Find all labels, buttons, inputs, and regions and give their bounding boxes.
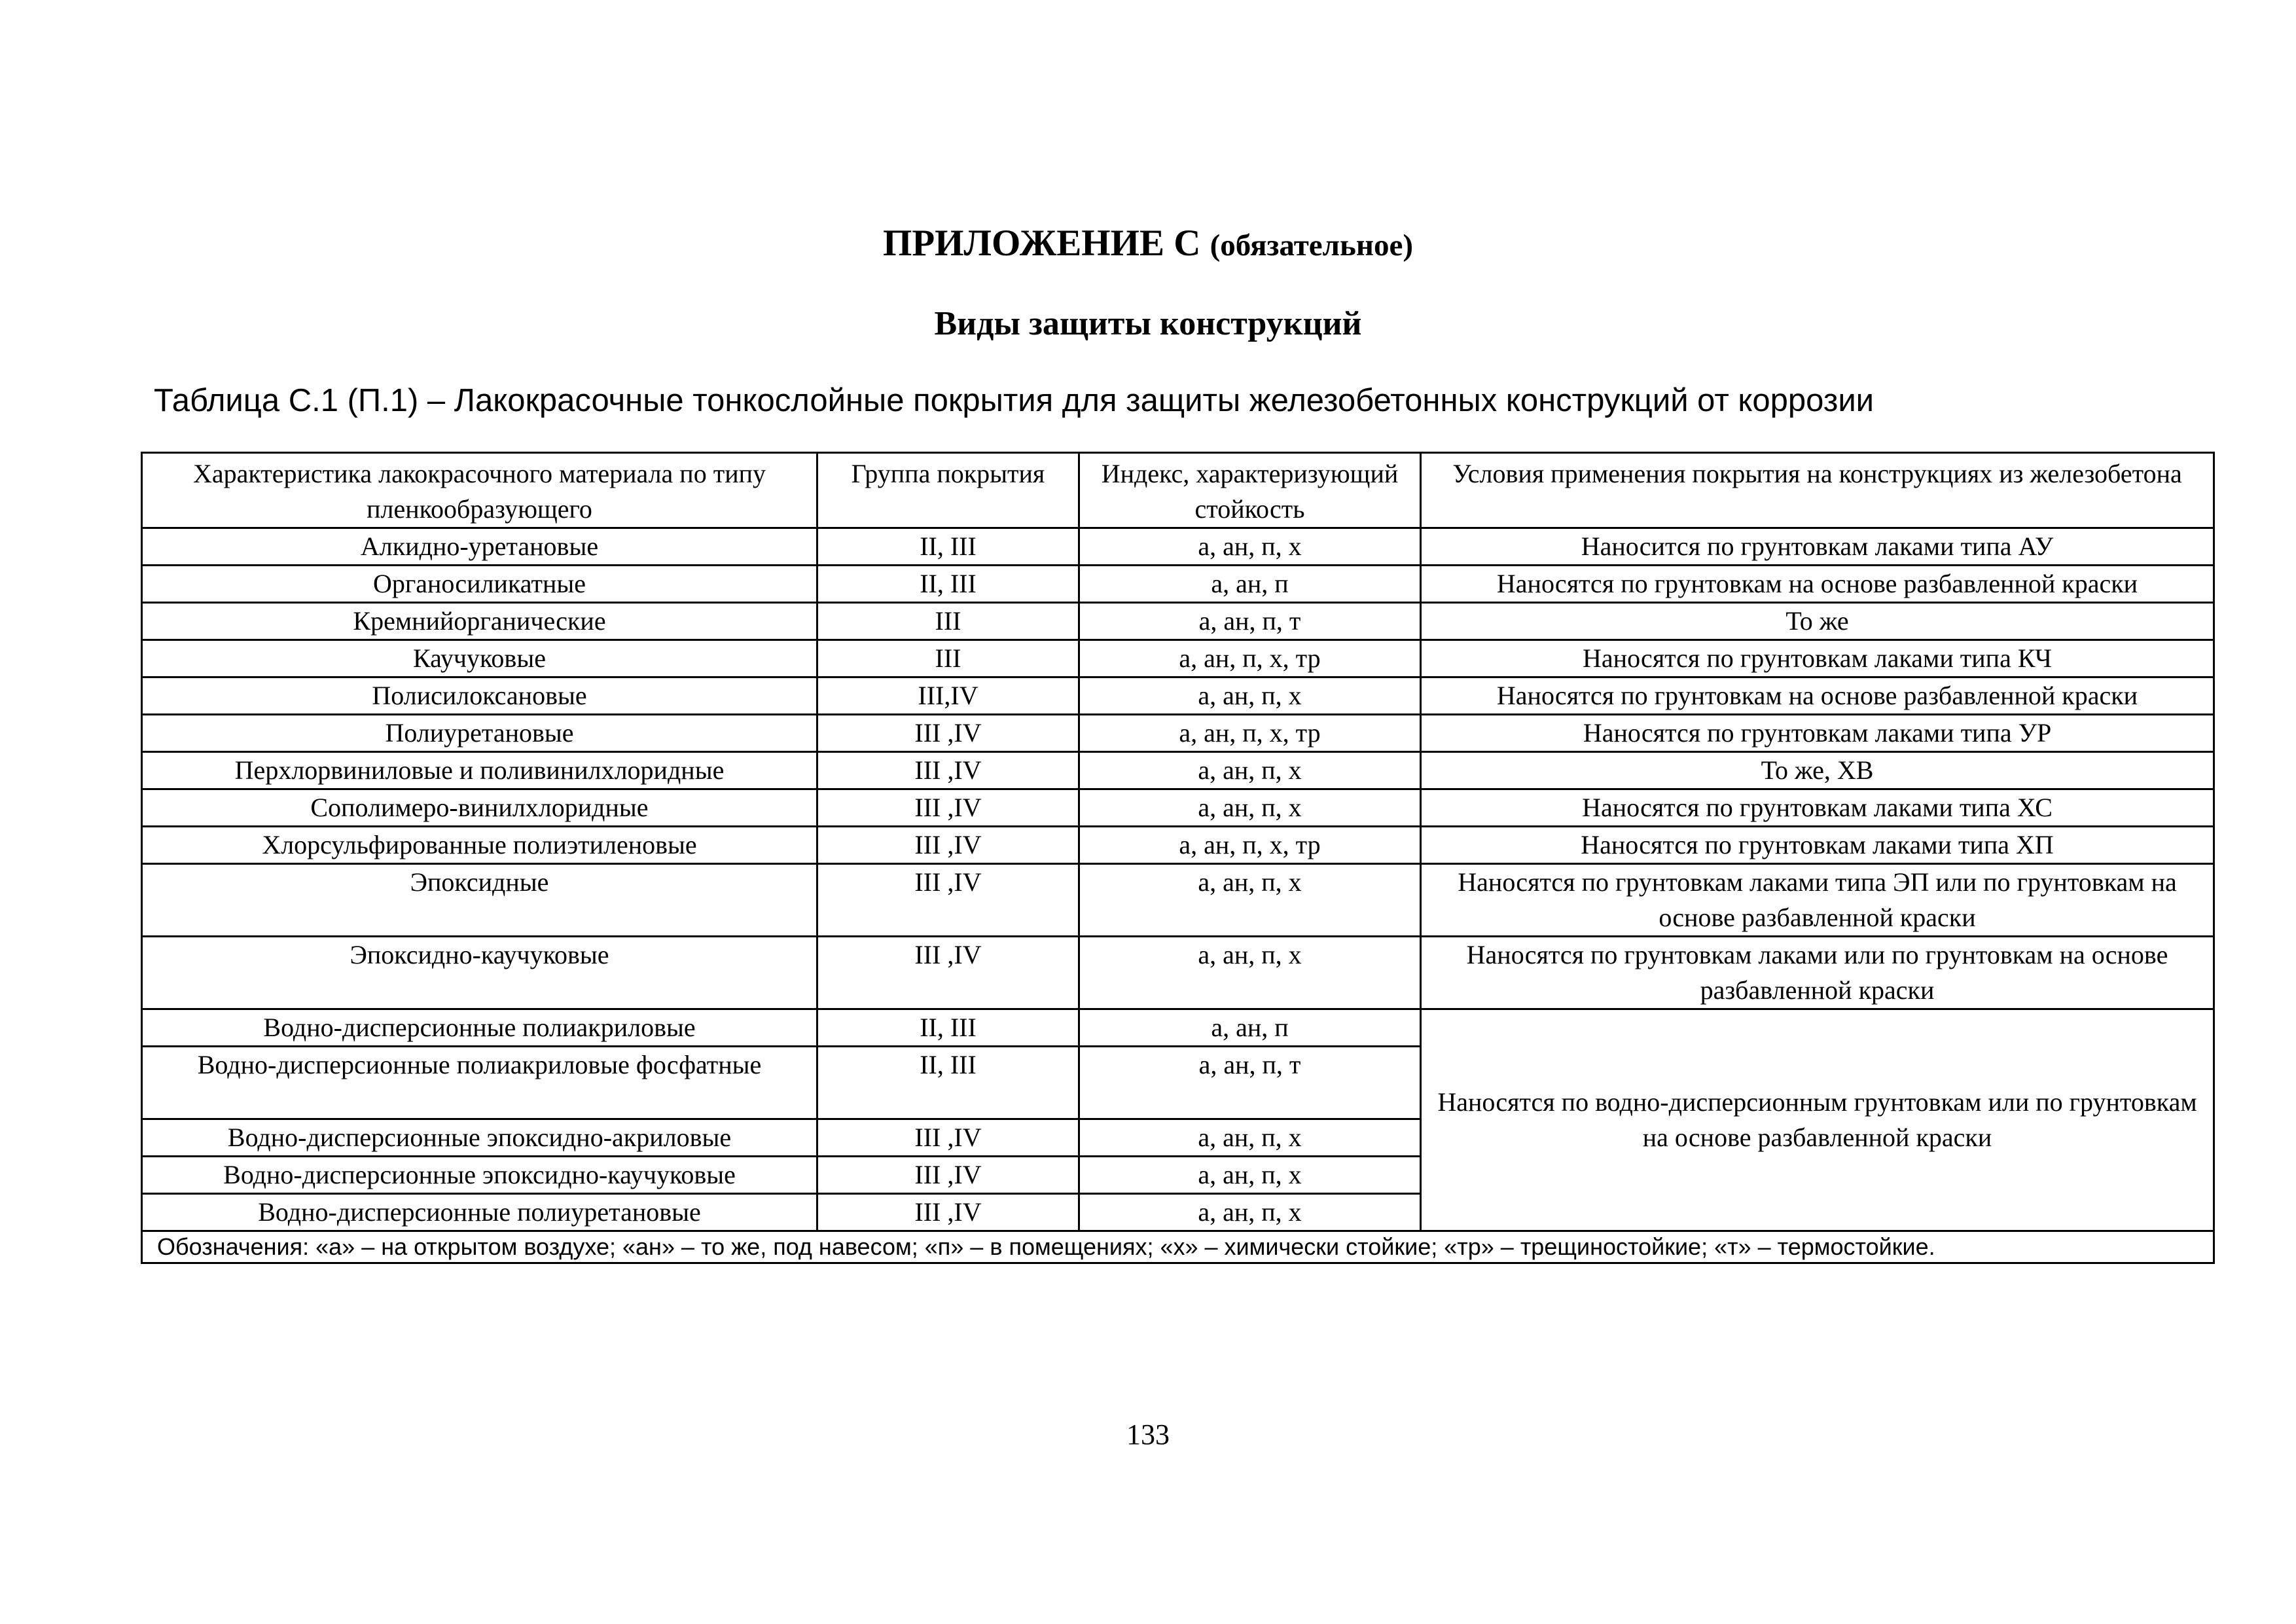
cell-group: III ,IV bbox=[817, 827, 1079, 864]
cell-conditions: То же bbox=[1421, 603, 2214, 640]
cell-material: Алкидно-уретановые bbox=[142, 528, 817, 566]
cell-material: Перхлорвиниловые и поливинилхлоридные bbox=[142, 752, 817, 789]
table-row bbox=[142, 528, 2214, 566]
cell-index: а, ан, п bbox=[1079, 1009, 1421, 1047]
cell-group: III,IV bbox=[817, 677, 1079, 715]
cell-index: а, ан, п, х bbox=[1079, 677, 1421, 715]
cell-material: Водно-дисперсионные полиуретановые bbox=[142, 1194, 817, 1231]
cell-index: а, ан, п, т bbox=[1079, 603, 1421, 640]
table-notes: Обозначения: «а» – на открытом воздухе; «ан» – то же, под навесом; «п» – в помещениях; «х» – химически стойкие; «тр» – трещиностойкие; «т» – термостойкие. bbox=[142, 1231, 2214, 1263]
cell-group: III ,IV bbox=[817, 1194, 1079, 1231]
appendix-title-text: ПРИЛОЖЕНИЕ С bbox=[883, 223, 1201, 264]
coatings-table bbox=[141, 452, 2215, 1264]
table-row bbox=[142, 566, 2214, 603]
cell-material: Полисилоксановые bbox=[142, 677, 817, 715]
cell-material: Эпоксидные bbox=[142, 864, 817, 937]
cell-group: II, III bbox=[817, 1047, 1079, 1119]
appendix-note: (обязательное) bbox=[1210, 228, 1413, 262]
table-caption: Таблица С.1 (П.1) – Лакокрасочные тонкослойные покрытия для защиты железобетонных конструкций от коррозии bbox=[154, 383, 1874, 418]
cell-index: а, ан, п, х bbox=[1079, 1157, 1421, 1194]
cell-group: III ,IV bbox=[817, 864, 1079, 937]
cell-group: III ,IV bbox=[817, 789, 1079, 827]
cell-conditions: Наносится по грунтовкам лаками типа АУ bbox=[1421, 528, 2214, 566]
header-conditions: Условия применения покрытия на конструкциях из железобетона bbox=[1421, 453, 2214, 528]
header-index: Индекс, характеризующий стойкость bbox=[1079, 453, 1421, 528]
section-title: Виды защиты конструкций bbox=[934, 305, 1362, 342]
cell-conditions: Наносятся по грунтовкам лаками типа КЧ bbox=[1421, 640, 2214, 677]
cell-material: Водно-дисперсионные эпоксидно-каучуковые bbox=[142, 1157, 817, 1194]
cell-index: а, ан, п, х bbox=[1079, 752, 1421, 789]
cell-group: III bbox=[817, 603, 1079, 640]
cell-material: Каучуковые bbox=[142, 640, 817, 677]
cell-conditions: Наносятся по грунтовкам лаками типа ЭП или по грунтовкам на основе разбавленной краски bbox=[1421, 864, 2214, 937]
cell-material: Эпоксидно-каучуковые bbox=[142, 937, 817, 1009]
table-row bbox=[142, 937, 2214, 1009]
cell-conditions: Наносятся по грунтовкам на основе разбавленной краски bbox=[1421, 677, 2214, 715]
cell-index: а, ан, п, х bbox=[1079, 937, 1421, 1009]
cell-material: Водно-дисперсионные полиакриловые фосфатные bbox=[142, 1047, 817, 1119]
cell-group: III ,IV bbox=[817, 752, 1079, 789]
cell-material: Полиуретановые bbox=[142, 715, 817, 752]
notes-row bbox=[142, 1231, 2214, 1263]
cell-index: а, ан, п bbox=[1079, 566, 1421, 603]
header-group: Группа покрытия bbox=[817, 453, 1079, 528]
cell-index: а, ан, п, х, тр bbox=[1079, 640, 1421, 677]
cell-group: III ,IV bbox=[817, 1119, 1079, 1157]
table-row bbox=[142, 789, 2214, 827]
cell-conditions: Наносятся по грунтовкам лаками типа УР bbox=[1421, 715, 2214, 752]
cell-group: II, III bbox=[817, 566, 1079, 603]
cell-group: II, III bbox=[817, 528, 1079, 566]
table-row bbox=[142, 603, 2214, 640]
cell-group: III ,IV bbox=[817, 1157, 1079, 1194]
cell-conditions: Наносятся по грунтовкам лаками типа ХС bbox=[1421, 789, 2214, 827]
cell-material: Водно-дисперсионные эпоксидно-акриловые bbox=[142, 1119, 817, 1157]
cell-group: II, III bbox=[817, 1009, 1079, 1047]
cell-conditions: То же, ХВ bbox=[1421, 752, 2214, 789]
cell-material: Хлорсульфированные полиэтиленовые bbox=[142, 827, 817, 864]
cell-conditions: Наносятся по грунтовкам на основе разбавленной краски bbox=[1421, 566, 2214, 603]
cell-group: III bbox=[817, 640, 1079, 677]
cell-material: Сополимеро-винилхлоридные bbox=[142, 789, 817, 827]
table-row bbox=[142, 827, 2214, 864]
cell-material: Водно-дисперсионные полиакриловые bbox=[142, 1009, 817, 1047]
cell-material: Кремнийорганические bbox=[142, 603, 817, 640]
cell-conditions-merged: Наносятся по водно-дисперсионным грунтовкам или по грунтовкам на основе разбавленной краски bbox=[1421, 1009, 2214, 1231]
cell-index: а, ан, п, т bbox=[1079, 1047, 1421, 1119]
cell-index: а, ан, п, х bbox=[1079, 528, 1421, 566]
cell-index: а, ан, п, х bbox=[1079, 789, 1421, 827]
table-row bbox=[142, 864, 2214, 937]
table-row bbox=[142, 677, 2214, 715]
header-material: Характеристика лакокрасочного материала по типу пленкообразующего bbox=[142, 453, 817, 528]
cell-group: III ,IV bbox=[817, 937, 1079, 1009]
cell-index: а, ан, п, х bbox=[1079, 1119, 1421, 1157]
cell-group: III ,IV bbox=[817, 715, 1079, 752]
table-row bbox=[142, 752, 2214, 789]
table-row bbox=[142, 715, 2214, 752]
cell-conditions: Наносятся по грунтовкам лаками или по грунтовкам на основе разбавленной краски bbox=[1421, 937, 2214, 1009]
cell-material: Органосиликатные bbox=[142, 566, 817, 603]
appendix-title bbox=[0, 217, 2296, 272]
page-number: 133 bbox=[1126, 1418, 1170, 1451]
cell-index: а, ан, п, х, тр bbox=[1079, 827, 1421, 864]
table-row bbox=[142, 640, 2214, 677]
table-header-row bbox=[142, 453, 2214, 528]
cell-index: а, ан, п, х bbox=[1079, 864, 1421, 937]
table-row bbox=[142, 1009, 2214, 1047]
cell-index: а, ан, п, х, тр bbox=[1079, 715, 1421, 752]
cell-conditions: Наносятся по грунтовкам лаками типа ХП bbox=[1421, 827, 2214, 864]
cell-index: а, ан, п, х bbox=[1079, 1194, 1421, 1231]
